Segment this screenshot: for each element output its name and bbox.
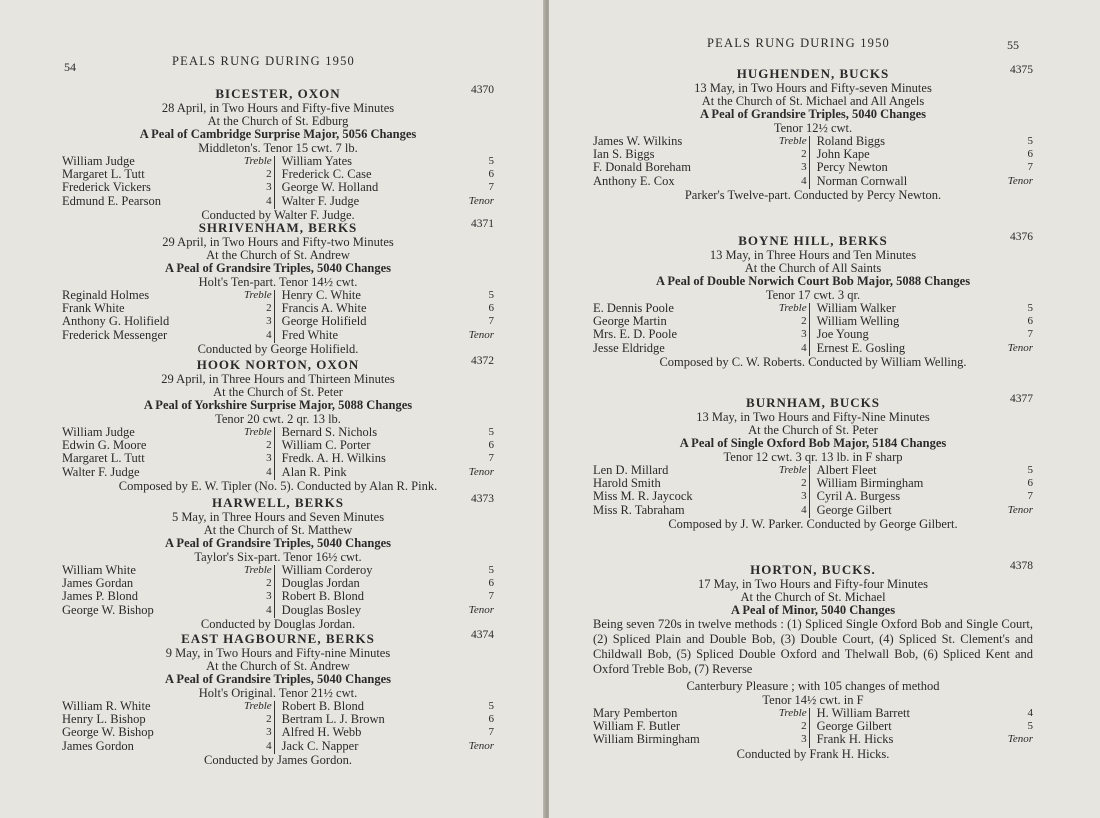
ringer-name: Jack C. Napper bbox=[281, 738, 359, 753]
ringer-name: Robert B. Blond bbox=[281, 589, 364, 604]
column-divider bbox=[274, 565, 275, 618]
peal-description-end: Canterbury Pleasure ; with 105 changes of method bbox=[686, 679, 940, 693]
ringer-name: William Birmingham bbox=[593, 732, 700, 747]
ringer-name: George W. Bishop bbox=[62, 725, 154, 740]
peal-composition: Middleton's. Tenor 15 cwt. 7 lb. bbox=[198, 141, 358, 155]
peal-footer: Composed by J. W. Parker. Conducted by George Gilbert. bbox=[668, 516, 958, 531]
ringer-name: Fred White bbox=[281, 327, 339, 342]
left-page bbox=[0, 0, 545, 818]
bell-number: Tenor bbox=[1007, 733, 1033, 746]
ringer-name: Frederick Vickers bbox=[62, 180, 151, 195]
bell-number: 5 bbox=[488, 289, 494, 301]
ringer-name: William F. Butler bbox=[593, 719, 681, 734]
peal-church: At the Church of St. Matthew bbox=[203, 523, 353, 537]
peal-number: 4374 bbox=[471, 629, 494, 641]
bell-number: 7 bbox=[1027, 161, 1033, 174]
ringer-name: Miss R. Tabraham bbox=[593, 502, 685, 517]
bell-number: 3 bbox=[801, 733, 807, 746]
bell-number: 6 bbox=[1027, 477, 1033, 490]
bell-number: 4 bbox=[801, 341, 807, 354]
bell-number: 4 bbox=[266, 194, 272, 207]
peal-composition: Tenor 12 cwt. 3 qr. 13 lb. in F sharp bbox=[723, 450, 903, 464]
column-divider bbox=[274, 701, 275, 754]
bell-number: 2 bbox=[266, 439, 272, 452]
peal-title: A Peal of Minor, 5040 Changes bbox=[730, 603, 896, 617]
ringer-name: Mary Pemberton bbox=[593, 706, 678, 720]
bell-number: Tenor bbox=[1007, 503, 1033, 516]
ringer-name: F. Donald Boreham bbox=[593, 160, 691, 175]
bell-number: 7 bbox=[1027, 490, 1033, 503]
ringer-name: Henry L. Bishop bbox=[62, 712, 146, 727]
ringer-name: Ernest E. Gosling bbox=[816, 340, 906, 355]
bell-number: 3 bbox=[801, 161, 807, 174]
peal-footer: Conducted by Douglas Jordan. bbox=[200, 616, 356, 631]
peal-church: At the Church of St. Michael bbox=[740, 590, 886, 604]
peal-date: 17 May, in Two Hours and Fifty-four Minutes bbox=[697, 577, 928, 591]
peal-number: 4378 bbox=[1010, 560, 1033, 572]
peal-church: At the Church of St. Edburg bbox=[207, 114, 349, 128]
peal-date: 29 April, in Two Hours and Fifty-two Minutes bbox=[162, 235, 394, 249]
bell-number: Tenor bbox=[468, 603, 494, 616]
bell-number: 2 bbox=[266, 713, 272, 726]
bell-number: 4 bbox=[266, 328, 272, 341]
peal-place: BICESTER, OXON bbox=[215, 86, 341, 101]
bell-number: Tenor bbox=[468, 328, 494, 341]
bell-number: Tenor bbox=[468, 739, 494, 752]
peal-composition: Holt's Ten-part. Tenor 14½ cwt. bbox=[198, 275, 358, 289]
bell-number: 2 bbox=[266, 168, 272, 181]
column-divider bbox=[274, 427, 275, 480]
bell-number: 5 bbox=[1027, 302, 1033, 314]
bell-number: 2 bbox=[801, 477, 807, 490]
peal-place: HORTON, BUCKS. bbox=[750, 562, 876, 577]
ringer-name: James Gordon bbox=[62, 738, 134, 753]
peal-church: At the Church of St. Peter bbox=[213, 385, 343, 399]
ringer-name: Roland Biggs bbox=[816, 134, 886, 148]
ringer-name: Walter F. Judge bbox=[281, 193, 360, 208]
ringer-name: Francis A. White bbox=[281, 301, 367, 316]
ringer-name: James W. Wilkins bbox=[593, 134, 683, 148]
peal-church: At the Church of St. Peter bbox=[748, 423, 878, 437]
bell-number: 2 bbox=[266, 302, 272, 315]
ringer-name: William White bbox=[62, 563, 136, 577]
ringer-name: William Birmingham bbox=[816, 476, 924, 491]
ringer-name: Fredk. A. H. Wilkins bbox=[281, 451, 386, 466]
bell-number: Treble bbox=[243, 155, 272, 167]
ringer-name: Cyril A. Burgess bbox=[816, 489, 901, 504]
ringer-name: Robert B. Blond bbox=[281, 699, 364, 713]
bell-number: 6 bbox=[488, 713, 494, 726]
ringer-name: Percy Newton bbox=[816, 160, 888, 175]
bell-number: 6 bbox=[488, 168, 494, 181]
bell-number: Treble bbox=[778, 135, 807, 147]
right-page bbox=[549, 0, 1100, 818]
bell-number: Treble bbox=[778, 302, 807, 314]
bell-number: 6 bbox=[488, 577, 494, 590]
peal-composition: Tenor 20 cwt. 2 qr. 13 lb. bbox=[215, 412, 341, 426]
ringer-name: Edmund E. Pearson bbox=[62, 193, 161, 208]
column-divider bbox=[274, 156, 275, 209]
bell-number: 3 bbox=[801, 328, 807, 341]
bell-number: 6 bbox=[488, 302, 494, 315]
peal-place: HOOK NORTON, OXON bbox=[196, 357, 360, 372]
bell-number: 4 bbox=[266, 739, 272, 752]
bell-number: 3 bbox=[266, 181, 272, 194]
bell-number: 5 bbox=[1027, 135, 1033, 147]
peal-footer: Conducted by James Gordon. bbox=[204, 752, 352, 767]
bell-number: Treble bbox=[778, 464, 807, 476]
ringer-name: Frederick C. Case bbox=[281, 167, 372, 182]
peal-title: A Peal of Grandsire Triples, 5040 Changes bbox=[164, 536, 392, 550]
peal-church: At the Church of St. Andrew bbox=[206, 659, 350, 673]
peal-number: 4371 bbox=[471, 218, 494, 230]
ringer-name: George Martin bbox=[593, 314, 667, 329]
peal-footer: Composed by C. W. Roberts. Conducted by William Welling. bbox=[659, 354, 967, 369]
peal-composition: Holt's Original. Tenor 21½ cwt. bbox=[198, 686, 358, 700]
ringer-name: Norman Cornwall bbox=[816, 173, 908, 188]
ringer-name: William Judge bbox=[62, 154, 135, 168]
column-divider bbox=[274, 290, 275, 343]
ringer-name: William R. White bbox=[62, 699, 151, 713]
ringer-name: Frank H. Hicks bbox=[816, 732, 894, 747]
ringer-name: George Gilbert bbox=[816, 719, 892, 734]
peal-footer: Parker's Twelve-part. Conducted by Percy Newton. bbox=[684, 187, 942, 202]
ringer-name: Alfred H. Webb bbox=[281, 725, 362, 740]
peal-title: A Peal of Single Oxford Bob Major, 5184 Changes bbox=[679, 436, 947, 450]
ringer-name: Joe Young bbox=[816, 327, 869, 342]
bell-number: 7 bbox=[488, 590, 494, 603]
ringer-name: George Holifield bbox=[281, 314, 367, 329]
peal-footer: Conducted by Frank H. Hicks. bbox=[736, 746, 890, 761]
ringer-name: William C. Porter bbox=[281, 438, 371, 453]
bell-number: Treble bbox=[243, 700, 272, 712]
page-number: 55 bbox=[1007, 38, 1019, 52]
peal-composition: Tenor 12½ cwt. bbox=[773, 121, 853, 135]
bell-number: Treble bbox=[243, 426, 272, 438]
ringer-name: Margaret L. Tutt bbox=[62, 451, 145, 466]
bell-number: 4 bbox=[266, 603, 272, 616]
bell-number: 2 bbox=[801, 720, 807, 733]
ringer-name: H. William Barrett bbox=[816, 706, 910, 720]
peal-number: 4377 bbox=[1010, 393, 1033, 405]
bell-number: 3 bbox=[266, 590, 272, 603]
running-header: PEALS RUNG DURING 1950 bbox=[707, 36, 891, 50]
ringer-name: Anthony G. Holifield bbox=[62, 314, 170, 329]
peal-description: Being seven 720s in twelve methods : (1) Spliced Single Oxford Bob and Single Court, (2) Spliced Plain and Double Bob, (3) Double Court, (4) Spliced St. Clement's and Childwall Bob, (5) Spliced Double Oxford and Thelwall Bob, (6) Spliced Kent and Oxford Treble Bob, (7) Reverse bbox=[593, 617, 1033, 676]
peal-place: SHRIVENHAM, BERKS bbox=[198, 220, 358, 235]
bell-number: 3 bbox=[266, 452, 272, 465]
ringer-name: Frank White bbox=[62, 301, 125, 316]
bell-number: 5 bbox=[488, 700, 494, 712]
page-number: 54 bbox=[64, 60, 76, 74]
peal-number: 4370 bbox=[471, 84, 494, 96]
peal-place: HARWELL, BERKS bbox=[211, 495, 344, 510]
ringer-name: George Gilbert bbox=[816, 502, 892, 517]
ringer-name: Jesse Eldridge bbox=[593, 340, 665, 355]
bell-number: 2 bbox=[266, 577, 272, 590]
bell-number: 4 bbox=[1027, 707, 1033, 719]
ringer-name: Ian S. Biggs bbox=[593, 147, 655, 162]
peal-date: 13 May, in Three Hours and Ten Minutes bbox=[709, 248, 917, 262]
bell-number: Tenor bbox=[1007, 341, 1033, 354]
bell-number: 2 bbox=[801, 148, 807, 161]
bell-number: 7 bbox=[488, 452, 494, 465]
ringer-name: John Kape bbox=[816, 147, 870, 162]
bell-number: 4 bbox=[801, 503, 807, 516]
peal-number: 4376 bbox=[1010, 231, 1033, 243]
ringer-name: George W. Holland bbox=[281, 180, 379, 195]
bell-number: 7 bbox=[488, 726, 494, 739]
peal-number: 4372 bbox=[471, 355, 494, 367]
ringer-name: George W. Bishop bbox=[62, 602, 154, 617]
running-header: PEALS RUNG DURING 1950 bbox=[172, 54, 356, 68]
bell-number: 7 bbox=[1027, 328, 1033, 341]
peal-composition: Tenor 14½ cwt. in F bbox=[762, 693, 864, 707]
ringer-name: Len D. Millard bbox=[593, 463, 669, 477]
ringer-name: Miss M. R. Jaycock bbox=[593, 489, 693, 504]
column-divider bbox=[809, 708, 810, 748]
ringer-name: Alan R. Pink bbox=[281, 464, 347, 479]
peal-title: A Peal of Yorkshire Surprise Major, 5088 Changes bbox=[143, 398, 413, 412]
peal-title: A Peal of Double Norwich Court Bob Major, 5088 Changes bbox=[655, 274, 971, 288]
bell-number: Tenor bbox=[468, 465, 494, 478]
peal-place: EAST HAGBOURNE, BERKS bbox=[181, 631, 375, 646]
ringer-name: Edwin G. Moore bbox=[62, 438, 147, 453]
peal-number: 4373 bbox=[471, 493, 494, 505]
peal-title: A Peal of Grandsire Triples, 5040 Changes bbox=[699, 107, 927, 121]
ringer-name: Albert Fleet bbox=[816, 463, 877, 477]
column-divider bbox=[809, 136, 810, 189]
ringer-name: Reginald Holmes bbox=[62, 288, 150, 302]
ringer-name: Bertram L. J. Brown bbox=[281, 712, 385, 727]
peal-church: At the Church of St. Andrew bbox=[206, 248, 350, 262]
bell-number: 5 bbox=[488, 426, 494, 438]
peal-footer: Composed by E. W. Tipler (No. 5). Conducted by Alan R. Pink. bbox=[118, 478, 438, 493]
bell-number: 6 bbox=[488, 439, 494, 452]
bell-number: 3 bbox=[266, 315, 272, 328]
peal-footer: Conducted by George Holifield. bbox=[197, 341, 359, 356]
peal-title: A Peal of Grandsire Triples, 5040 Changes bbox=[164, 672, 392, 686]
column-divider bbox=[809, 303, 810, 356]
peal-date: 28 April, in Two Hours and Fifty-five Minutes bbox=[161, 101, 395, 115]
ringer-name: Walter F. Judge bbox=[62, 464, 140, 479]
bell-number: 4 bbox=[801, 174, 807, 187]
bell-number: 5 bbox=[1027, 720, 1033, 733]
bell-number: Treble bbox=[778, 707, 807, 719]
peal-place: BURNHAM, BUCKS bbox=[746, 395, 880, 410]
peal-title: A Peal of Cambridge Surprise Major, 5056 Changes bbox=[139, 127, 417, 141]
peal-date: 9 May, in Two Hours and Fifty-nine Minutes bbox=[165, 646, 391, 660]
ringer-name: William Yates bbox=[281, 154, 353, 168]
peal-date: 29 April, in Three Hours and Thirteen Minutes bbox=[161, 372, 395, 386]
ringer-name: William Walker bbox=[816, 301, 896, 315]
peal-church: At the Church of St. Michael and All Angels bbox=[701, 94, 925, 108]
bell-number: 3 bbox=[266, 726, 272, 739]
bell-number: 4 bbox=[266, 465, 272, 478]
peal-number: 4375 bbox=[1010, 64, 1033, 76]
bell-number: 5 bbox=[488, 564, 494, 576]
peal-date: 5 May, in Three Hours and Seven Minutes bbox=[171, 510, 385, 524]
ringer-name: James Gordan bbox=[62, 576, 134, 591]
bell-number: 6 bbox=[1027, 148, 1033, 161]
bell-number: 7 bbox=[488, 181, 494, 194]
ringer-name: Anthony E. Cox bbox=[593, 173, 675, 188]
peal-place: HUGHENDEN, BUCKS bbox=[736, 66, 890, 81]
peal-date: 13 May, in Two Hours and Fifty-Nine Minutes bbox=[696, 410, 930, 424]
ringer-name: Mrs. E. D. Poole bbox=[593, 327, 678, 342]
peal-title: A Peal of Grandsire Triples, 5040 Changes bbox=[164, 261, 392, 275]
bell-number: 5 bbox=[488, 155, 494, 167]
ringer-name: Douglas Bosley bbox=[281, 602, 362, 617]
bell-number: 6 bbox=[1027, 315, 1033, 328]
bell-number: Treble bbox=[243, 564, 272, 576]
ringer-name: Frederick Messenger bbox=[62, 327, 168, 342]
ringer-name: Douglas Jordan bbox=[281, 576, 360, 591]
bell-number: Treble bbox=[243, 289, 272, 301]
peal-composition: Taylor's Six-part. Tenor 16½ cwt. bbox=[194, 550, 362, 564]
bell-number: 3 bbox=[801, 490, 807, 503]
peal-place: BOYNE HILL, BERKS bbox=[738, 233, 888, 248]
peal-footer: Conducted by Walter F. Judge. bbox=[201, 207, 355, 222]
ringer-name: James P. Blond bbox=[62, 589, 139, 604]
ringer-name: William Corderoy bbox=[281, 563, 373, 577]
bell-number: Tenor bbox=[1007, 174, 1033, 187]
bell-number: 2 bbox=[801, 315, 807, 328]
bell-number: 5 bbox=[1027, 464, 1033, 476]
ringer-name: Henry C. White bbox=[281, 288, 361, 302]
bell-number: 7 bbox=[488, 315, 494, 328]
ringer-name: Harold Smith bbox=[593, 476, 661, 491]
ringer-name: E. Dennis Poole bbox=[593, 301, 674, 315]
column-divider bbox=[809, 465, 810, 518]
ringer-name: William Judge bbox=[62, 425, 135, 439]
peal-date: 13 May, in Two Hours and Fifty-seven Minutes bbox=[694, 81, 932, 95]
ringer-name: William Welling bbox=[816, 314, 900, 329]
ringer-name: Bernard S. Nichols bbox=[281, 425, 378, 439]
ringer-name: Margaret L. Tutt bbox=[62, 167, 145, 182]
bell-number: Tenor bbox=[468, 194, 494, 207]
peal-church: At the Church of All Saints bbox=[744, 261, 882, 275]
peal-composition: Tenor 17 cwt. 3 qr. bbox=[765, 288, 861, 302]
